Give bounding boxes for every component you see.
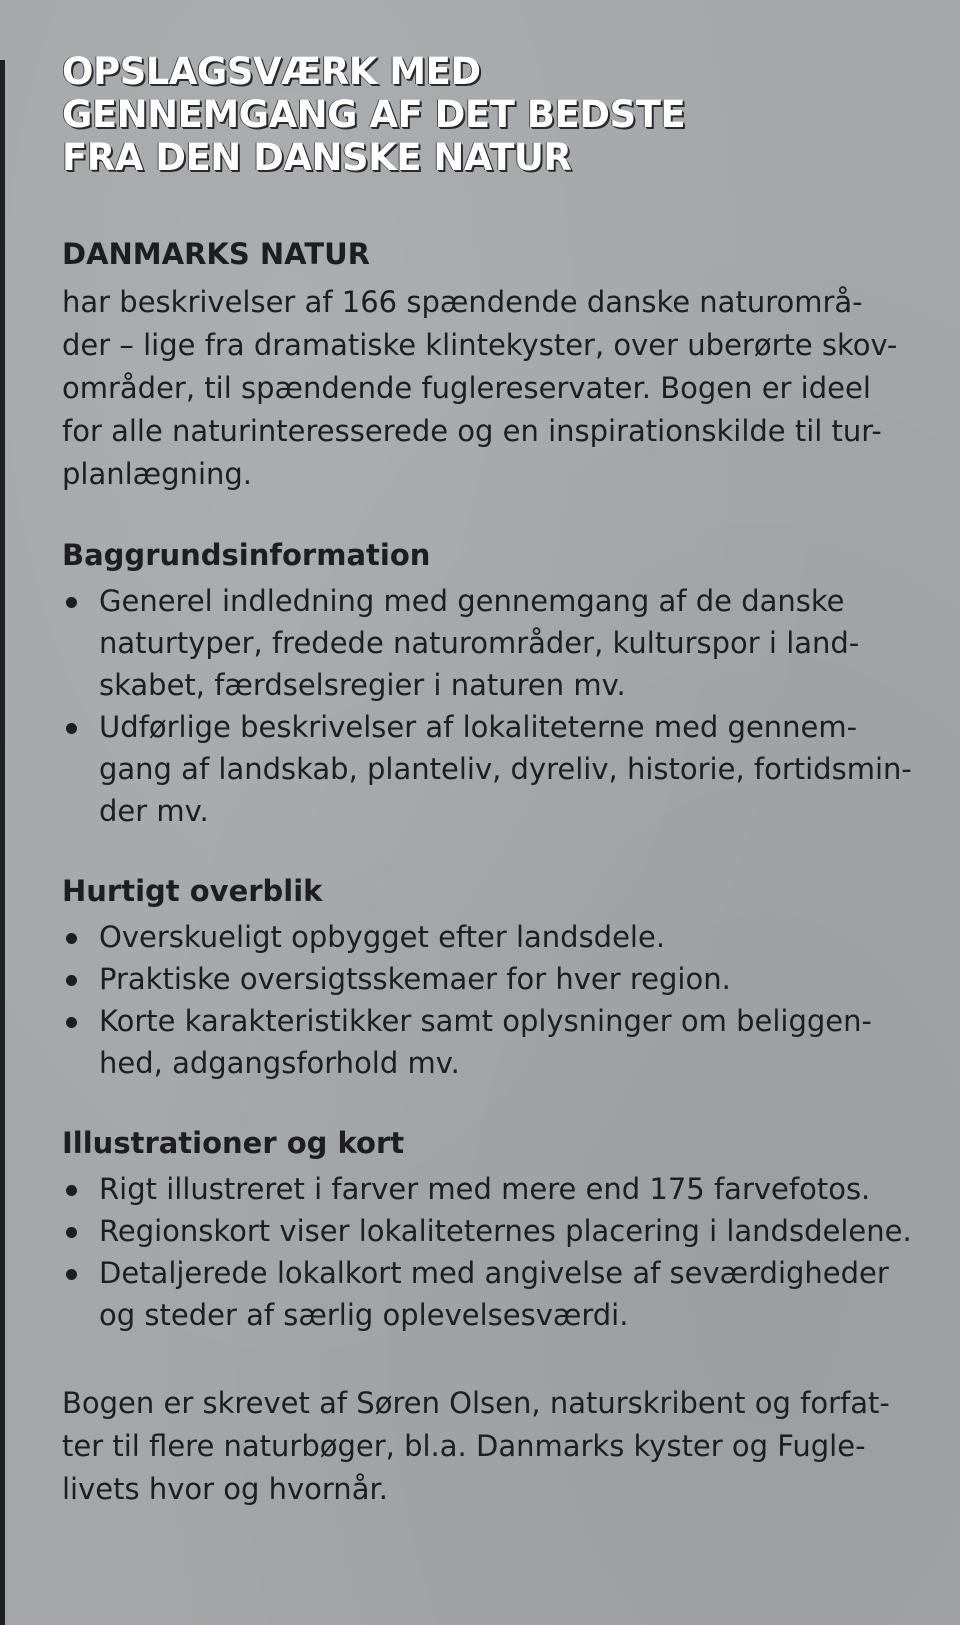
list-item <box>62 1000 924 1084</box>
list-item-line: naturtyper, fredede naturområder, kulturspor i land- <box>99 626 860 660</box>
book-title: DANMARKS NATUR <box>62 237 370 271</box>
list-item-line: Rigt illustreret i farver med mere end 175 farvefotos. <box>99 1172 871 1206</box>
headline-line: GENNEMGANG AF DET BEDSTE <box>62 93 686 136</box>
list-item <box>62 1168 924 1210</box>
intro-line: har beskrivelser af 166 spændende danske naturområ- <box>62 285 863 319</box>
section-illustrationer-og-kort <box>62 1126 924 1336</box>
cover-text <box>62 50 924 1511</box>
spine-edge <box>0 60 5 1625</box>
intro-line: for alle naturinteresserede og en inspirationskilde til tur- <box>62 414 882 448</box>
section-heading: Baggrundsinformation <box>62 538 431 572</box>
bullet-icon <box>66 975 77 986</box>
headline-line: OPSLAGSVÆRK MED <box>62 50 481 93</box>
list-item-line: Overskueligt opbygget efter landsdele. <box>99 920 666 954</box>
bullet-icon <box>66 1227 77 1238</box>
intro-block <box>62 237 924 496</box>
section-hurtigt-overblik <box>62 874 924 1084</box>
list-item-line: Praktiske oversigtsskemaer for hver region. <box>99 962 731 996</box>
list-item <box>62 580 924 706</box>
cover-headline <box>62 50 924 179</box>
list-item-line: Detaljerede lokalkort med angivelse af seværdigheder <box>99 1256 889 1290</box>
list-item-line: Generel indledning med gennemgang af de danske <box>99 584 845 618</box>
bullet-icon <box>66 1269 77 1280</box>
bullet-list <box>62 580 924 832</box>
list-item-line: der mv. <box>99 794 209 828</box>
list-item-line: Regionskort viser lokaliteternes placering i landsdelene. <box>99 1214 912 1248</box>
bullet-icon <box>66 1185 77 1196</box>
list-item <box>62 1252 924 1336</box>
list-item <box>62 916 924 958</box>
bullet-list <box>62 1168 924 1336</box>
author-line: Bogen er skrevet af Søren Olsen, naturskribent og forfat- <box>62 1386 890 1420</box>
intro-line: områder, til spændende fuglereservater. Bogen er ideel <box>62 371 871 405</box>
bullet-icon <box>66 723 77 734</box>
author-line: ter til flere naturbøger, bl.a. Danmarks kyster og Fugle- <box>62 1429 866 1463</box>
list-item <box>62 706 924 832</box>
list-item-line: Udførlige beskrivelser af lokaliteterne med gennem- <box>99 710 858 744</box>
list-item-line: Korte karakteristikker samt oplysninger om beliggen- <box>99 1004 872 1038</box>
list-item <box>62 958 924 1000</box>
section-heading: Hurtigt overblik <box>62 874 323 908</box>
bullet-icon <box>66 1017 77 1028</box>
bullet-list <box>62 916 924 1084</box>
bullet-icon <box>66 933 77 944</box>
section-baggrundsinformation <box>62 538 924 832</box>
author-paragraph <box>62 1382 924 1511</box>
list-item-line: og steder af særlig oplevelsesværdi. <box>99 1298 629 1332</box>
intro-paragraph <box>62 281 924 496</box>
author-line: livets hvor og hvornår. <box>62 1472 388 1506</box>
list-item-line: skabet, færdselsregier i naturen mv. <box>99 668 626 702</box>
list-item-line: hed, adgangsforhold mv. <box>99 1046 460 1080</box>
intro-line: der – lige fra dramatiske klintekyster, over uberørte skov- <box>62 328 898 362</box>
bullet-icon <box>66 597 77 608</box>
list-item <box>62 1210 924 1252</box>
section-heading: Illustrationer og kort <box>62 1126 405 1160</box>
headline-line: FRA DEN DANSKE NATUR <box>62 136 572 179</box>
list-item-line: gang af landskab, planteliv, dyreliv, historie, fortidsmin- <box>99 752 912 786</box>
intro-line: planlægning. <box>62 457 253 491</box>
